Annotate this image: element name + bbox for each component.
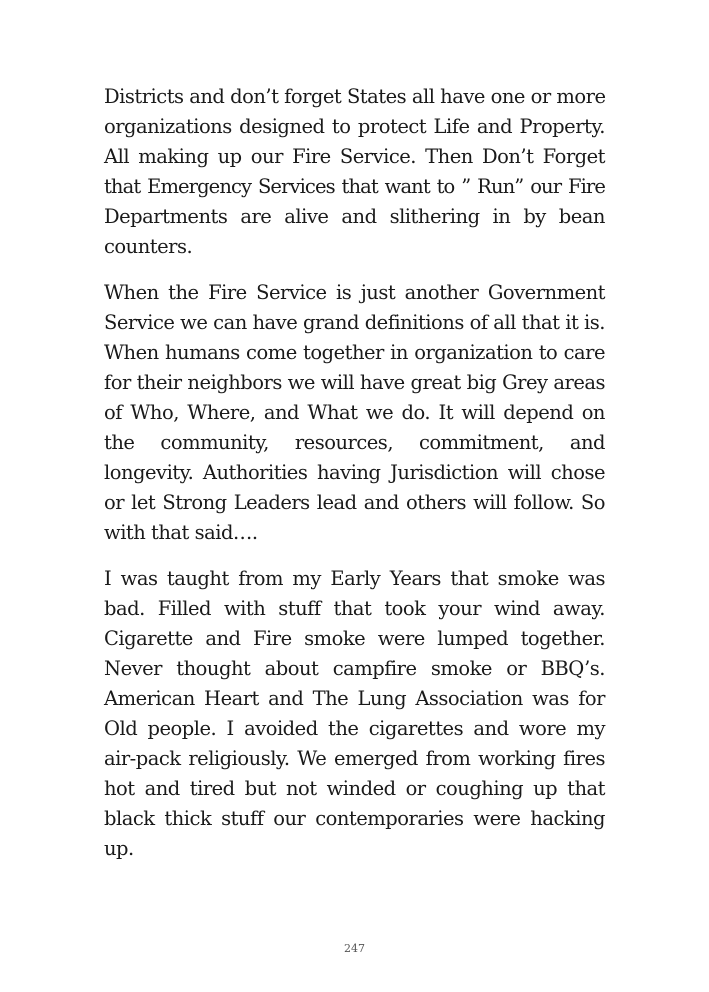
text-line: or let Strong Leaders lead and others will follow. So bbox=[104, 491, 605, 514]
text-line: that Emergency Services that want to ” Run” our Fire bbox=[104, 175, 605, 198]
text-line: When humans come together in organization to care bbox=[104, 341, 605, 364]
paragraph-1 bbox=[104, 82, 605, 262]
text-line: When the Fire Service is just another Government bbox=[104, 281, 605, 304]
text-line: for their neighbors we will have great big Grey areas bbox=[104, 371, 605, 394]
paragraph-2 bbox=[104, 278, 605, 548]
paragraph-3 bbox=[104, 564, 605, 864]
text-line: black thick stuff our contemporaries were hacking bbox=[104, 807, 605, 830]
text-line: hot and tired but not winded or coughing up that bbox=[104, 777, 605, 800]
text-line: organizations designed to protect Life and Property. bbox=[104, 115, 605, 138]
text-line: up. bbox=[104, 837, 134, 860]
text-line: Old people. I avoided the cigarettes and wore my bbox=[104, 717, 605, 740]
page-number: 247 bbox=[344, 942, 365, 955]
text-line: I was taught from my Early Years that smoke was bbox=[104, 567, 605, 590]
text-line: with that said…. bbox=[104, 521, 258, 544]
text-line: Never thought about campfire smoke or BBQ’s. bbox=[104, 657, 605, 680]
text-line: of Who, Where, and What we do. It will depend on bbox=[104, 401, 605, 424]
text-line: Departments are alive and slithering in by bean bbox=[104, 205, 605, 228]
text-line: air-pack religiously. We emerged from working fires bbox=[104, 747, 605, 770]
body-text bbox=[104, 82, 605, 880]
text-line: Cigarette and Fire smoke were lumped together. bbox=[104, 627, 605, 650]
text-line: Districts and don’t forget States all have one or more bbox=[104, 85, 606, 108]
text-line: bad. Filled with stuff that took your wind away. bbox=[104, 597, 605, 620]
text-line: the community, resources, commitment, and bbox=[104, 431, 605, 454]
text-line: longevity. Authorities having Jurisdiction will chose bbox=[104, 461, 605, 484]
text-line: Service we can have grand definitions of all that it is. bbox=[104, 311, 605, 334]
text-line: American Heart and The Lung Association was for bbox=[104, 687, 605, 710]
text-line: All making up our Fire Service. Then Don’t Forget bbox=[104, 145, 605, 168]
text-line: counters. bbox=[104, 235, 193, 258]
